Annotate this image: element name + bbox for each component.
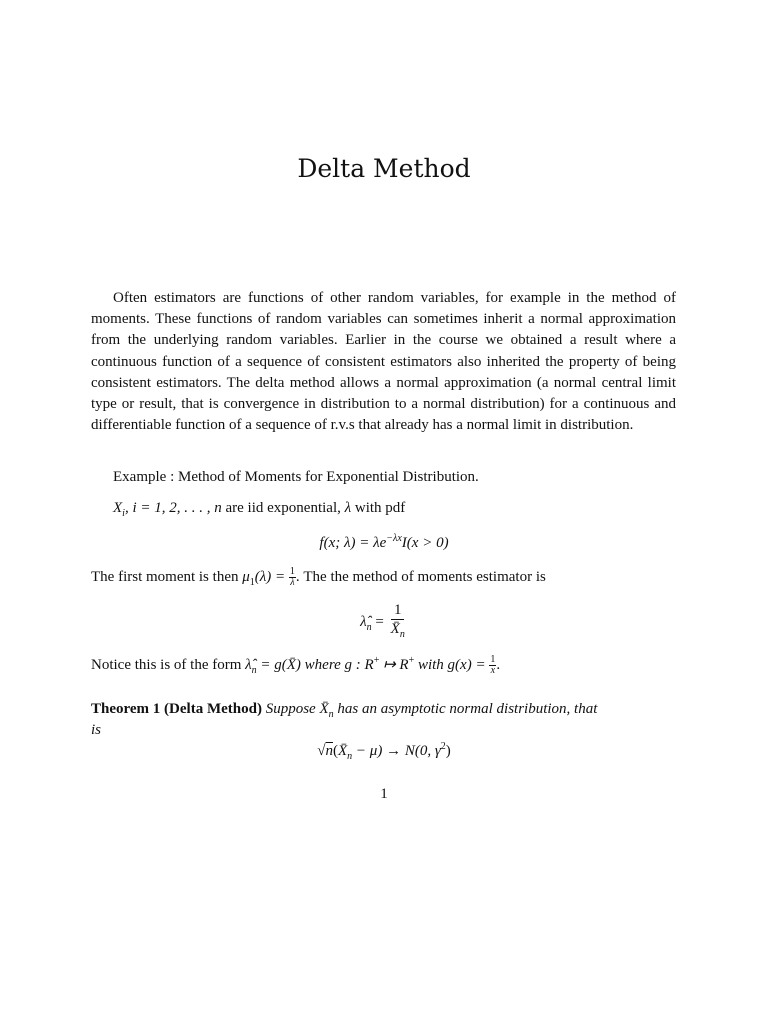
iid-lambda: λ bbox=[344, 500, 352, 516]
notice-den: x bbox=[490, 665, 496, 677]
theorem-xsub: n bbox=[328, 709, 334, 720]
pdf-rhs: I(x > 0) bbox=[401, 535, 449, 551]
fm-num: 1 bbox=[289, 566, 295, 578]
notice-line bbox=[91, 650, 681, 681]
intro-paragraph: Often estimators are functions of other random variables, for example in the method of moments. These functions of random variables can sometimes inherit a normal approximation from the underlying random variables. Earlier in the course we obtained a result where a continuous function of a sequence of consistent estimators also inherited the property of being consistent estimators. The delta method allows a normal approximation (a normal central limit type or result, that is convergence in distribution to a normal distribution) for a continuous and differentiable function of a sequence of r.v.s that already has a normal limit in distribution. bbox=[91, 290, 676, 434]
notice-post: . bbox=[496, 657, 501, 673]
est-den bbox=[388, 620, 408, 644]
page-title: Delta Method bbox=[297, 154, 471, 183]
fm-pre: The first moment is then bbox=[91, 569, 243, 585]
iid-x-sub: i bbox=[122, 508, 125, 519]
est-lhs: λ̂ bbox=[360, 613, 367, 630]
te-sup: 2 bbox=[440, 741, 446, 752]
notice-num: 1 bbox=[490, 654, 496, 666]
te-sqrt: √ bbox=[317, 743, 326, 759]
page-number: 1 bbox=[380, 786, 388, 802]
notice-mid2: ↦ R bbox=[379, 657, 409, 673]
fm-den: λ bbox=[290, 577, 295, 589]
theorem-line-2: is bbox=[91, 722, 102, 738]
te-xsub: n bbox=[347, 751, 353, 762]
pdf-exp: −λx bbox=[386, 533, 402, 544]
fm-post: . The the method of moments estimator is bbox=[295, 569, 546, 585]
te-n: n bbox=[325, 743, 333, 759]
te-rest: − μ) → N(0, γ bbox=[352, 743, 441, 759]
fm-mu: μ bbox=[242, 569, 250, 585]
theorem-text-b: has an asymptotic normal distribution, that bbox=[333, 701, 598, 717]
example-line: Example : Method of Moments for Exponential Distribution. bbox=[113, 469, 479, 485]
notice-sup2: + bbox=[408, 655, 415, 666]
iid-x: X bbox=[113, 500, 123, 516]
est-num: 1 bbox=[391, 601, 405, 620]
notice-lam-sub: n bbox=[251, 665, 257, 676]
theorem-text-a: Suppose bbox=[265, 701, 320, 717]
te-open: ( bbox=[333, 743, 338, 759]
est-den-x: X̄ bbox=[390, 621, 400, 637]
theorem-equation bbox=[0, 741, 768, 762]
est-frac bbox=[388, 601, 408, 644]
te-xbar: X̄ bbox=[338, 743, 348, 759]
notice-pre: Notice this is of the form bbox=[91, 657, 246, 673]
estimator-equation bbox=[0, 601, 768, 644]
iid-pdf: with pdf bbox=[351, 500, 406, 516]
est-den-sub: n bbox=[399, 629, 405, 640]
pdf-lhs: f(x; λ) = λe bbox=[319, 535, 387, 551]
iid-index: , i = 1, 2, . . . , n bbox=[124, 500, 222, 516]
notice-lam: λ̂ bbox=[245, 657, 252, 673]
notice-mid1: = g(X̄) where g : R bbox=[256, 657, 374, 673]
fm-frac bbox=[289, 567, 296, 588]
first-moment-line bbox=[91, 567, 681, 593]
notice-mid3: with g(x) = bbox=[414, 657, 490, 673]
fm-sub: 1 bbox=[249, 577, 255, 588]
iid-line bbox=[113, 498, 703, 524]
te-close: ) bbox=[445, 743, 451, 759]
pdf-equation bbox=[0, 533, 768, 552]
est-eq: = bbox=[371, 613, 388, 630]
est-lhs-sub: n bbox=[366, 621, 372, 633]
fm-mid: (λ) = bbox=[254, 569, 289, 585]
theorem-xbar: X̄ bbox=[319, 701, 329, 717]
theorem-label: Theorem 1 (Delta Method) bbox=[91, 701, 262, 717]
iid-text: are iid exponential, bbox=[221, 500, 345, 516]
notice-sup1: + bbox=[373, 655, 380, 666]
